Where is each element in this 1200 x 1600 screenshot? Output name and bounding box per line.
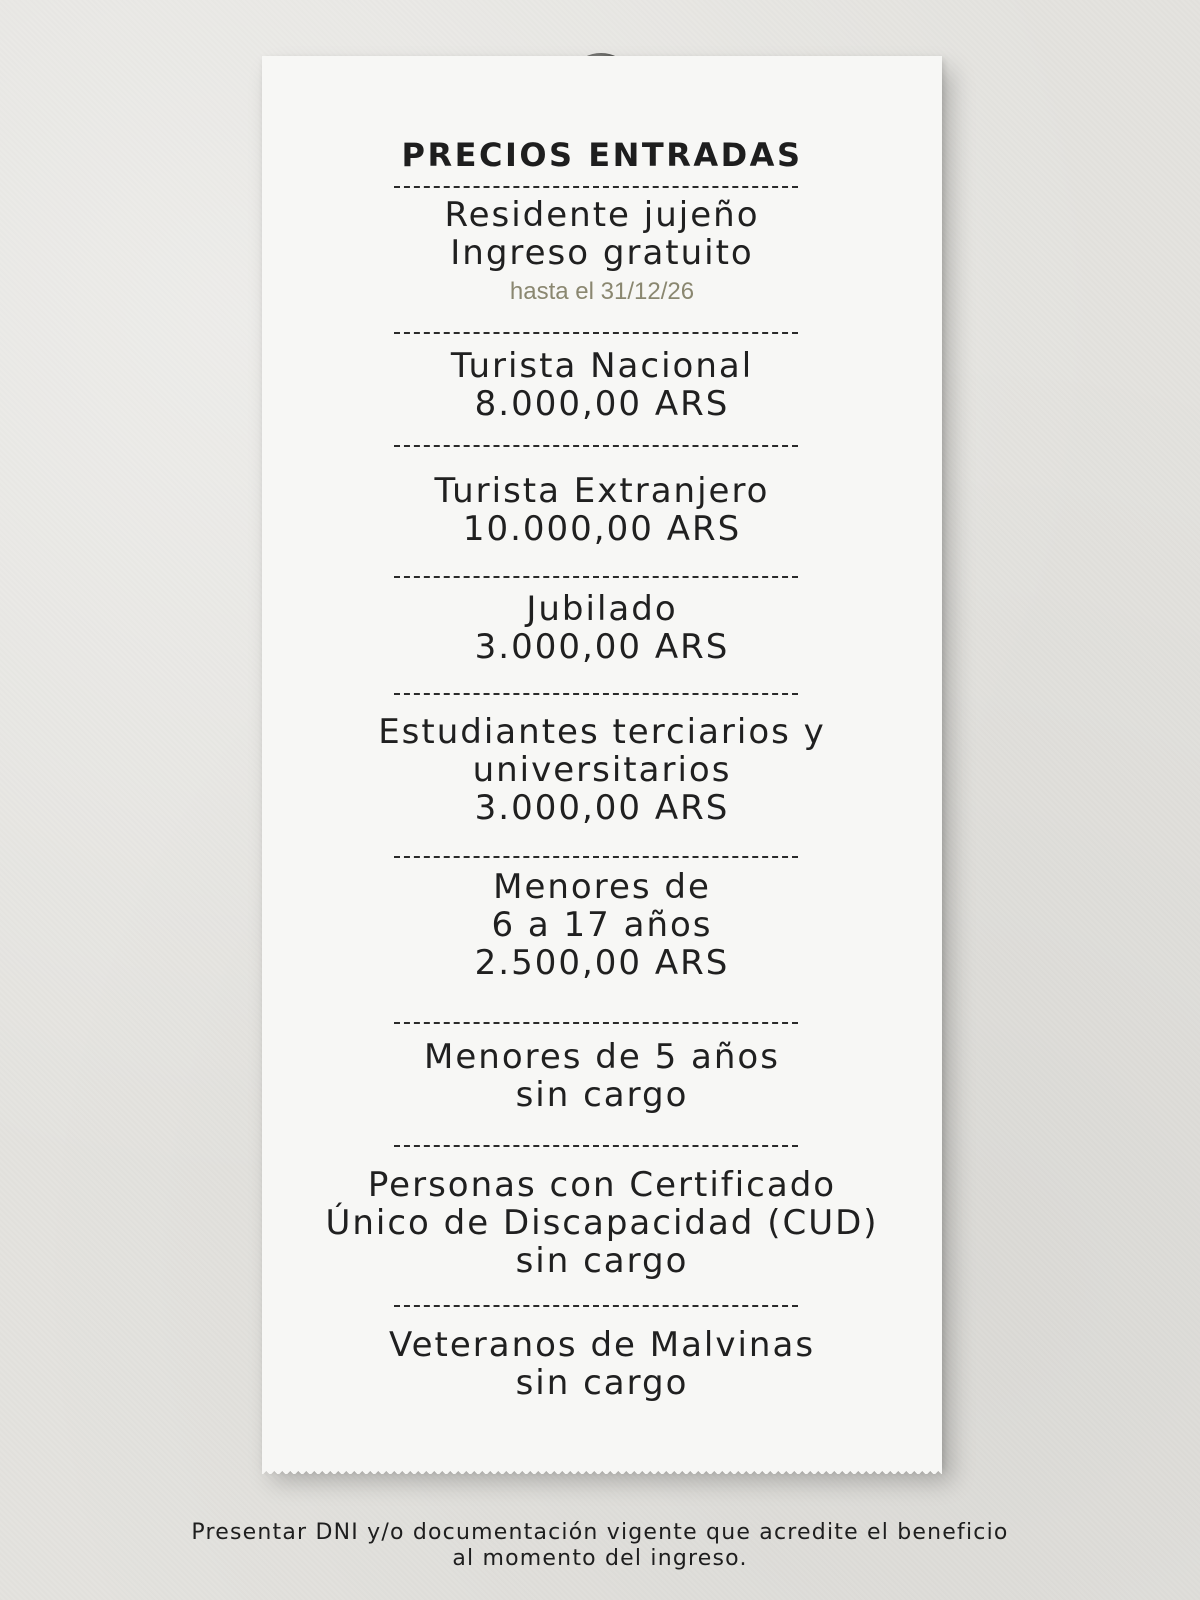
entry-price: sin cargo bbox=[515, 1075, 689, 1115]
entry-label: Turista Extranjero bbox=[434, 471, 770, 511]
entry-price: 3.000,00 ARS bbox=[474, 627, 730, 667]
footer-note bbox=[0, 1520, 1200, 1572]
dashed-divider bbox=[394, 693, 798, 695]
entry-label: Residente jujeño bbox=[444, 195, 760, 235]
price-entry-retiree bbox=[262, 590, 942, 666]
entry-label-line: Único de Discapacidad (CUD) bbox=[325, 1203, 879, 1243]
price-entry-cud bbox=[262, 1166, 942, 1280]
entry-label-line: 6 a 17 años bbox=[491, 905, 713, 945]
entry-label-line: Personas con Certificado bbox=[367, 1165, 837, 1205]
entry-label: Turista Nacional bbox=[450, 346, 754, 386]
entry-price: sin cargo bbox=[515, 1241, 689, 1281]
entry-price: 8.000,00 ARS bbox=[474, 384, 730, 424]
price-entry-foreign-tourist bbox=[262, 472, 942, 548]
entry-price: Ingreso gratuito bbox=[450, 233, 754, 273]
dashed-divider bbox=[394, 445, 798, 447]
dashed-divider bbox=[394, 576, 798, 578]
entry-label-line: Estudiantes terciarios y bbox=[378, 712, 826, 752]
price-ticket bbox=[262, 56, 942, 1468]
dashed-divider bbox=[394, 856, 798, 858]
footer-line: al momento del ingreso. bbox=[452, 1546, 748, 1571]
footer-line: Presentar DNI y/o documentación vigente que acredite el beneficio bbox=[191, 1520, 1009, 1545]
entry-price: 10.000,00 ARS bbox=[462, 509, 742, 549]
entry-note: hasta el 31/12/26 bbox=[509, 278, 695, 305]
price-entry-malvinas-veterans bbox=[262, 1326, 942, 1402]
entry-price: sin cargo bbox=[515, 1363, 689, 1403]
price-entry-national-tourist bbox=[262, 347, 942, 423]
entry-price: 2.500,00 ARS bbox=[474, 943, 730, 983]
ticket-title: PRECIOS ENTRADAS bbox=[401, 136, 803, 174]
price-entry-minors-6-17 bbox=[262, 868, 942, 982]
dashed-divider bbox=[394, 1022, 798, 1024]
dashed-divider bbox=[394, 1305, 798, 1307]
price-entry-students bbox=[262, 713, 942, 827]
entry-label: Jubilado bbox=[526, 589, 678, 629]
dashed-divider bbox=[394, 186, 798, 188]
dashed-divider bbox=[394, 332, 798, 334]
entry-label-line: universitarios bbox=[472, 750, 732, 790]
price-entry-resident bbox=[262, 196, 942, 308]
price-entry-minors-under-5 bbox=[262, 1038, 942, 1114]
dashed-divider bbox=[394, 1145, 798, 1147]
entry-label: Veteranos de Malvinas bbox=[388, 1325, 816, 1365]
entry-price: 3.000,00 ARS bbox=[474, 788, 730, 828]
entry-label-line: Menores de bbox=[493, 867, 711, 907]
entry-label: Menores de 5 años bbox=[424, 1037, 780, 1077]
